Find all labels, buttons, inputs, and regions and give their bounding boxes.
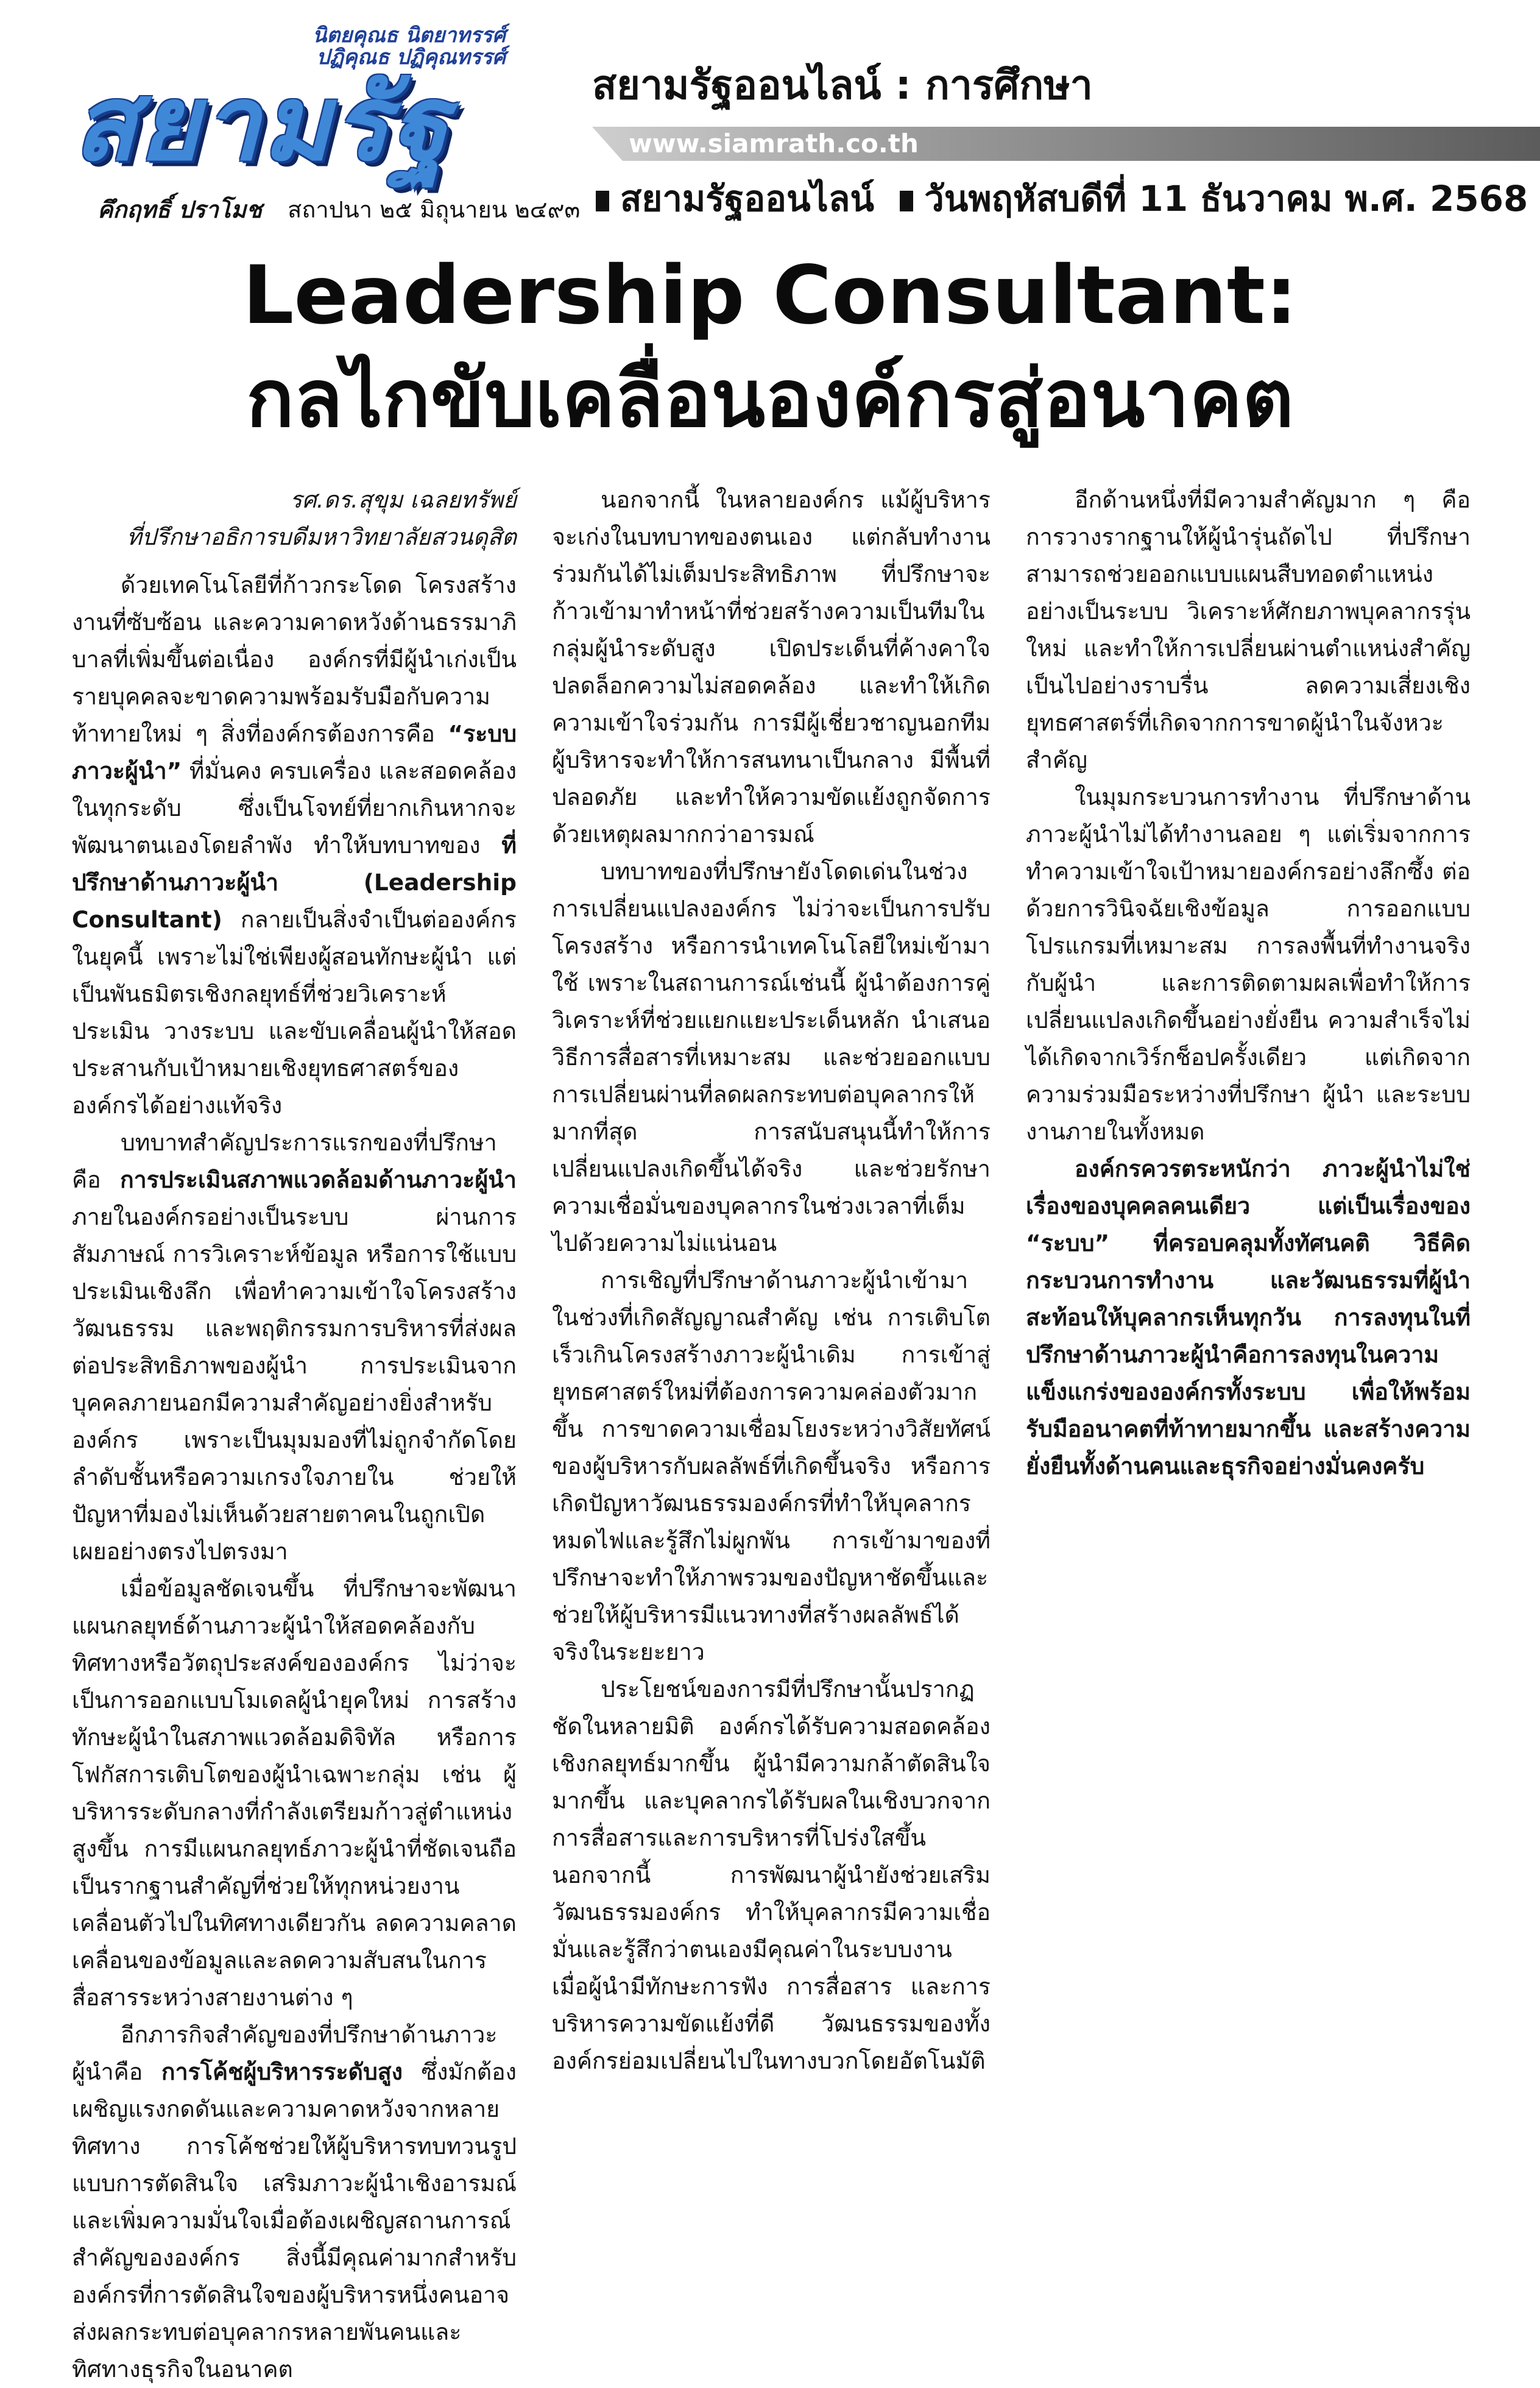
bullet-square-icon — [596, 191, 609, 211]
section-label: สยามรัฐออนไลน์ : การศึกษา — [592, 62, 1093, 108]
paragraph: บทบาทสำคัญประการแรกของที่ปรึกษาคือ การประเมินสภาพแวดล้อมด้านภาวะผู้นำภายในองค์กรอย่างเป็นระบบ ผ่านการสัมภาษณ์ การวิเคราะห์ข้อมูล หรือการใช้แบบประเมินเชิงลึก เพื่อทำความเข้าใจโครงสร้าง วัฒนธรรม และพฤติกรรมการบริหารที่ส่งผลต่อประสิทธิภาพของผู้นำ การประเมินจากบุคคลภายนอกมีความสำคัญอย่างยิ่งสำหรับองค์กร เพราะเป็นมุมมองที่ไม่ถูกจำกัดโดยลำดับชั้นหรือความเกรงใจภายใน ช่วยให้ปัญหาที่มองไม่เห็นด้วยสายตาคนในถูกเปิดเผยอย่างตรงไปตรงมา — [72, 1129, 517, 1565]
logo-wordmark: สยามรัฐ — [73, 63, 451, 184]
headline-line-2: กลไกขับเคลื่อนองค์กรสู่อนาคต — [246, 352, 1294, 445]
paragraph: อีกด้านหนึ่งที่มีความสำคัญมาก ๆ คือการวางรากฐานให้ผู้นำรุ่นถัดไป ที่ปรึกษาสามารถช่วยออกแบบแผนสืบทอดตำแหน่งอย่างเป็นระบบ วิเคราะห์ศักยภาพบุคลากรรุ่นใหม่ และทำให้การเปลี่ยนผ่านตำแหน่งสำคัญเป็นไปอย่างราบรื่น ลดความเสี่ยงเชิงยุทธศาสตร์ที่เกิดจากการขาดผู้นำในจังหวะสำคัญ — [1026, 486, 1471, 773]
paragraph: ด้วยเทคโนโลยีที่ก้าวกระโดด โครงสร้างงานที่ซับซ้อน และความคาดหวังด้านธรรมาภิบาลที่เพิ่มขึ้นต่อเนื่อง องค์กรที่มีผู้นำเก่งเป็นรายบุคคลจะขาดความพร้อมรับมือกับความท้าทายใหม่ ๆ สิ่งที่องค์กรต้องการคือ “ระบบภาวะผู้นำ” ที่มั่นคง ครบเครื่อง และสอดคล้องในทุกระดับ ซึ่งเป็นโจทย์ที่ยากเกินหากจะพัฒนาตนเองโดยลำพัง ทำให้บทบาทของ ที่ปรึกษาด้านภาวะผู้นำ (Leadership Consultant) กลายเป็นสิ่งจำเป็นต่อองค์กรในยุคนี้ เพราะไม่ใช่เพียงผู้สอนทักษะผู้นำ แต่เป็นพันธมิตรเชิงกลยุทธ์ที่ช่วยวิเคราะห์ ประเมิน วางระบบ และขับเคลื่อนผู้นำให้สอดประสานกับเป้าหมายเชิงยุทธศาสตร์ขององค์กรได้อย่างแท้จริง — [72, 572, 517, 1119]
emphasis-text: การโค้ชผู้บริหารระดับสูง — [161, 2058, 403, 2085]
article-column-1 — [72, 481, 517, 2383]
paragraph: ในมุมกระบวนการทำงาน ที่ปรึกษาด้านภาวะผู้นำไม่ได้ทำงานลอย ๆ แต่เริ่มจากการทำความเข้าใจเป้าหมายองค์กรอย่างลึกซึ้ง ต่อด้วยการวินิจฉัยเชิงข้อมูล การออกแบบโปรแกรมที่เหมาะสม การลงพื้นที่ทำงานจริงกับผู้นำ และการติดตามผลเพื่อทำให้การเปลี่ยนแปลงเกิดขึ้นอย่างยั่งยืน ความสำเร็จไม่ได้เกิดจากเวิร์กช็อปครั้งเดียว แต่เกิดจากความร่วมมือระหว่างที่ปรึกษา ผู้นำ และระบบงานภายในทั้งหมด — [1026, 784, 1471, 1145]
paragraph: บทบาทของที่ปรึกษายังโดดเด่นในช่วงการเปลี่ยนแปลงองค์กร ไม่ว่าจะเป็นการปรับโครงสร้าง หรือการนำเทคโนโลยีใหม่เข้ามาใช้ เพราะในสถานการณ์เช่นนี้ ผู้นำต้องการคู่วิเคราะห์ที่ช่วยแยกแยะประเด็นหลัก นำเสนอวิธีการสื่อสารที่เหมาะสม และช่วยออกแบบการเปลี่ยนผ่านที่ลดผลกระทบต่อบุคลากรให้มากที่สุด การสนับสนุนนี้ทำให้การเปลี่ยนแปลงเกิดขึ้นได้จริง และช่วยรักษาความเชื่อมั่นของบุคลากรในช่วงเวลาที่เต็มไปด้วยความไม่แน่นอน — [552, 858, 991, 1256]
article-headline — [0, 247, 1540, 453]
publish-date: วันพฤหัสบดีที่ 11 ธันวาคม พ.ศ. 2568 — [924, 178, 1528, 219]
logo-tagline: นิตยคุณธ นิตยาทรรศ์ ปฏิคุณธ ปฏิคุณทรรศ์ — [313, 23, 506, 69]
paragraph: ประโยชน์ของการมีที่ปรึกษานั้นปรากฏชัดในหลายมิติ องค์กรได้รับความสอดคล้องเชิงกลยุทธ์มากขึ้น ผู้นำมีความกล้าตัดสินใจมากขึ้น และบุคลากรได้รับผลในเชิงบวกจากการสื่อสารและการบริหารที่โปร่งใสขึ้น นอกจากนี้ การพัฒนาผู้นำยังช่วยเสริมวัฒนธรรมองค์กร ทำให้บุคลากรมีความเชื่อมั่นและรู้สึกว่าตนเองมีคุณค่าในระบบงาน เมื่อผู้นำมีทักษะการฟัง การสื่อสาร และการบริหารความขัดแย้งที่ดี วัฒนธรรมของทั้งองค์กรย่อมเปลี่ยนไปในทางบวกโดยอัตโนมัติ — [552, 1676, 991, 2074]
paragraph: เมื่อข้อมูลชัดเจนขึ้น ที่ปรึกษาจะพัฒนาแผนกลยุทธ์ด้านภาวะผู้นำให้สอดคล้องกับทิศทางหรือวัตถุประสงค์ขององค์กร ไม่ว่าจะเป็นการออกแบบโมเดลผู้นำยุคใหม่ การสร้างทักษะผู้นำในสภาพแวดล้อมดิจิทัล หรือการโฟกัสการเติบโตของผู้นำเฉพาะกลุ่ม เช่น ผู้บริหารระดับกลางที่กำลังเตรียมก้าวสู่ตำแหน่งสูงขึ้น การมีแผนกลยุทธ์ภาวะผู้นำที่ชัดเจนถือเป็นรากฐานสำคัญที่ช่วยให้ทุกหน่วยงานเคลื่อนตัวไปในทิศทางเดียวกัน ลดความคลาดเคลื่อนของข้อมูลและลดความสับสนในการสื่อสารระหว่างสายงานต่าง ๆ — [72, 1575, 517, 2011]
author-name: รศ.ดร.สุขุม เฉลยทรัพย์ — [289, 486, 517, 513]
bullet-square-icon — [900, 191, 913, 211]
paragraph: อีกภารกิจสำคัญของที่ปรึกษาด้านภาวะผู้นำคือ การโค้ชผู้บริหารระดับสูง ซึ่งมักต้องเผชิญแรงกดดันและความคาดหวังจากหลายทิศทาง การโค้ชช่วยให้ผู้บริหารทบทวนรูปแบบการตัดสินใจ เสริมภาวะผู้นำเชิงอารมณ์ และเพิ่มความมั่นใจเมื่อต้องเผชิญสถานการณ์สำคัญขององค์กร สิ่งนี้มีคุณค่ามากสำหรับองค์กรที่การตัดสินใจของผู้บริหารหนึ่งคนอาจส่งผลกระทบต่อบุคลากรหลายพันคนและทิศทางธุรกิจในอนาคต — [72, 2021, 517, 2383]
siamrath-logo[interactable] — [73, 23, 581, 225]
dateline — [592, 174, 1528, 223]
byline — [72, 481, 517, 556]
conclusion-paragraph: องค์กรควรตระหนักว่า ภาวะผู้นำไม่ใช่เรื่องของบุคคลคนเดียว แต่เป็นเรื่องของ “ระบบ” ที่ครอบคลุมทั้งทัศนคติ วิธีคิด กระบวนการทำงาน และวัฒนธรรมที่ผู้นำสะท้อนให้บุคลากรเห็นทุกวัน การลงทุนในที่ปรึกษาด้านภาวะผู้นำคือการลงทุนในความแข็งแกร่งขององค์กรทั้งระบบ เพื่อให้พร้อมรับมืออนาคตที่ท้าทายมากขึ้น และสร้างความยั่งยืนทั้งด้านคนและธุรกิจอย่างมั่นคงครับ — [1026, 1155, 1471, 1479]
paragraph: นอกจากนี้ ในหลายองค์กร แม้ผู้บริหารจะเก่งในบทบาทของตนเอง แต่กลับทำงานร่วมกันได้ไม่เต็มประสิทธิภาพ ที่ปรึกษาจะก้าวเข้ามาทำหน้าที่ช่วยสร้างความเป็นทีมในกลุ่มผู้นำระดับสูง เปิดประเด็นที่ค้างคาใจ ปลดล็อกความไม่สอดคล้อง และทำให้เกิดความเข้าใจร่วมกัน การมีผู้เชี่ยวชาญนอกทีมผู้บริหารจะทำให้การสนทนาเป็นกลาง มีพื้นที่ปลอดภัย และทำให้ความขัดแย้งถูกจัดการด้วยเหตุผลมากกว่าอารมณ์ — [552, 486, 991, 848]
logo-subline — [97, 196, 580, 223]
founded-date: สถาปนา ๒๕ มิถุนายน ๒๔๙๓ — [288, 196, 581, 223]
masthead — [0, 0, 1540, 244]
headline-line-1: Leadership Consultant: — [242, 249, 1298, 342]
founder-signature: คึกฤทธิ์ ปราโมช — [97, 196, 263, 223]
outlet-name: สยามรัฐออนไลน์ — [620, 178, 875, 219]
emphasis-text: การประเมินสภาพแวดล้อมด้านภาวะผู้นำ — [119, 1166, 517, 1193]
author-role: ที่ปรึกษาอธิการบดีมหาวิทยาลัยสวนดุสิต — [126, 523, 517, 550]
site-url-link[interactable]: www.siamrath.co.th — [629, 129, 919, 158]
emphasis-text: ที่ปรึกษาด้านภาวะผู้นำ (Leadership Consultant) — [72, 832, 517, 933]
paragraph: การเชิญที่ปรึกษาด้านภาวะผู้นำเข้ามาในช่วงที่เกิดสัญญาณสำคัญ เช่น การเติบโตเร็วเกินโครงสร้างภาวะผู้นำเดิม การเข้าสู่ยุทธศาสตร์ใหม่ที่ต้องการความคล่องตัวมากขึ้น การขาดความเชื่อมโยงระหว่างวิสัยทัศน์ของผู้บริหารกับผลลัพธ์ที่เกิดขึ้นจริง หรือการเกิดปัญหาวัฒนธรรมองค์กรที่ทำให้บุคลากรหมดไฟและรู้สึกไม่ผูกพัน การเข้ามาของที่ปรึกษาจะทำให้ภาพรวมของปัญหาชัดขึ้นและช่วยให้ผู้บริหารมีแนวทางที่สร้างผลลัพธ์ได้จริงในระยะยาว — [552, 1267, 991, 1665]
article-column-2 — [552, 481, 991, 2224]
emphasis-text: “ระบบภาวะผู้นำ” — [72, 720, 517, 784]
article-column-3 — [1026, 481, 1471, 2224]
